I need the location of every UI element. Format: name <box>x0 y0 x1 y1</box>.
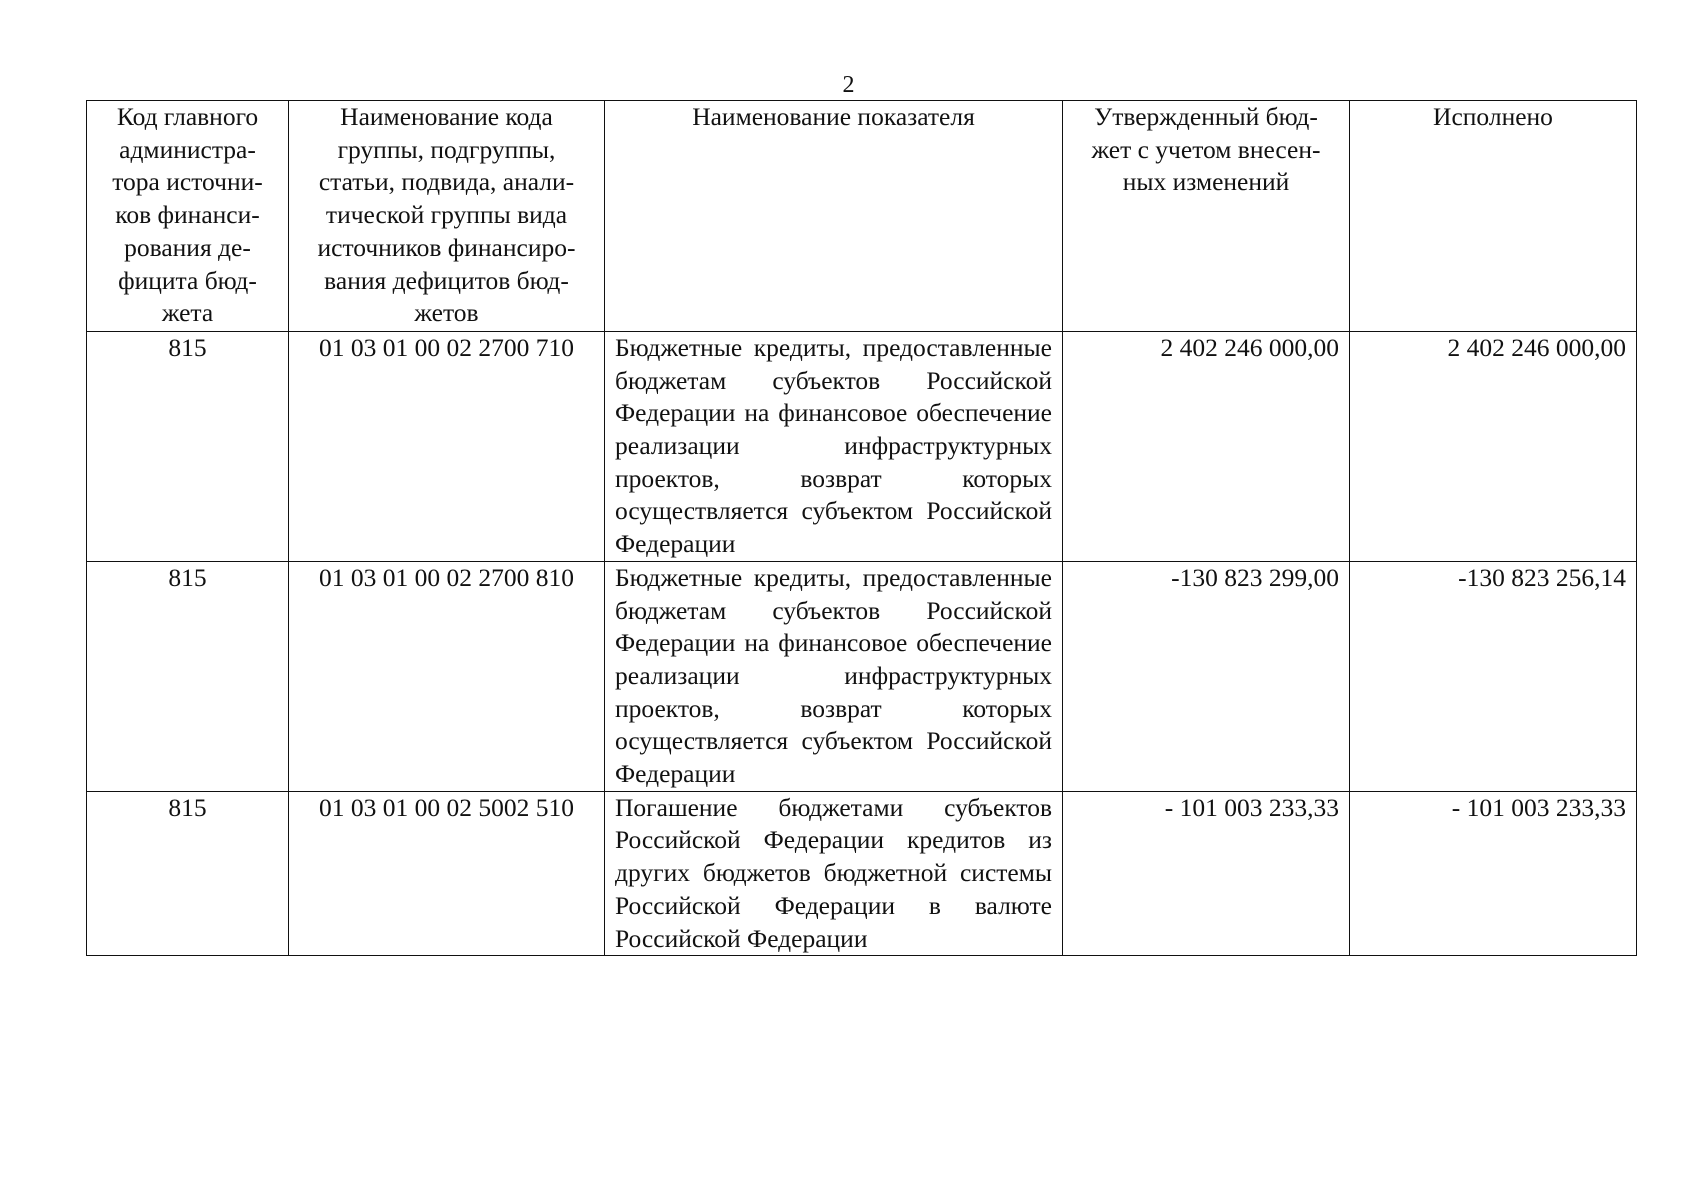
table-row <box>87 791 1637 956</box>
cell-approved: 2 402 246 000,00 <box>1063 331 1350 561</box>
cell-admin-code: 815 <box>87 331 289 561</box>
table-header-row <box>87 101 1637 332</box>
cell-group-code: 01 03 01 00 02 5002 510 <box>289 791 605 956</box>
header-line: рования де- <box>124 232 251 262</box>
cell-indicator: Бюджетные кредиты, предоставленные бюджетам субъектов Российской Федерации на финансовое обеспечение реализации инфраструктурных проектов, возврат которых осуществляется субъектом Российской Федерации <box>605 561 1063 791</box>
header-executed <box>1350 101 1637 332</box>
table-row <box>87 331 1637 561</box>
header-line: статьи, подвида, анали- <box>318 167 575 197</box>
header-line: администра- <box>119 134 256 164</box>
cell-executed: -130 823 256,14 <box>1350 561 1637 791</box>
header-line: Исполнено <box>1433 102 1553 131</box>
header-line: жета <box>161 298 214 328</box>
header-line: источников финансиро- <box>317 232 576 262</box>
page-number: 2 <box>842 72 855 98</box>
header-line: группы, подгруппы, <box>337 134 556 164</box>
header-line: Код главного <box>116 102 259 131</box>
header-line: жетов <box>414 298 479 328</box>
header-line: Утвержденный бюд- <box>1094 102 1318 131</box>
cell-approved: -130 823 299,00 <box>1063 561 1350 791</box>
header-group-code <box>289 101 605 332</box>
header-line: жет с учетом внесен- <box>1091 134 1321 164</box>
budget-sources-table <box>86 100 1637 956</box>
cell-indicator: Погашение бюджетами субъектов Российской Федерации кредитов из других бюджетов бюджетной системы Российской Федерации в валюте Российской Федерации <box>605 791 1063 956</box>
header-line: фицита бюд- <box>118 265 257 295</box>
cell-admin-code: 815 <box>87 561 289 791</box>
cell-admin-code: 815 <box>87 791 289 956</box>
header-indicator <box>605 101 1063 332</box>
header-line: вания дефицитов бюд- <box>324 265 569 295</box>
table-row <box>87 561 1637 791</box>
cell-approved: - 101 003 233,33 <box>1063 791 1350 956</box>
header-line: ков финанси- <box>115 200 260 230</box>
header-line: тической группы вида <box>325 200 568 230</box>
cell-executed: 2 402 246 000,00 <box>1350 331 1637 561</box>
cell-indicator: Бюджетные кредиты, предоставленные бюджетам субъектов Российской Федерации на финансовое обеспечение реализации инфраструктурных проектов, возврат которых осуществляется субъектом Российской Федерации <box>605 331 1063 561</box>
header-line: Наименование показателя <box>692 102 975 131</box>
cell-executed: - 101 003 233,33 <box>1350 791 1637 956</box>
header-line: тора источни- <box>112 167 263 197</box>
header-line: Наименование кода <box>340 102 553 131</box>
header-line: ных изменений <box>1122 167 1290 197</box>
cell-group-code: 01 03 01 00 02 2700 710 <box>289 331 605 561</box>
header-admin-code <box>87 101 289 332</box>
cell-group-code: 01 03 01 00 02 2700 810 <box>289 561 605 791</box>
header-approved-budget <box>1063 101 1350 332</box>
